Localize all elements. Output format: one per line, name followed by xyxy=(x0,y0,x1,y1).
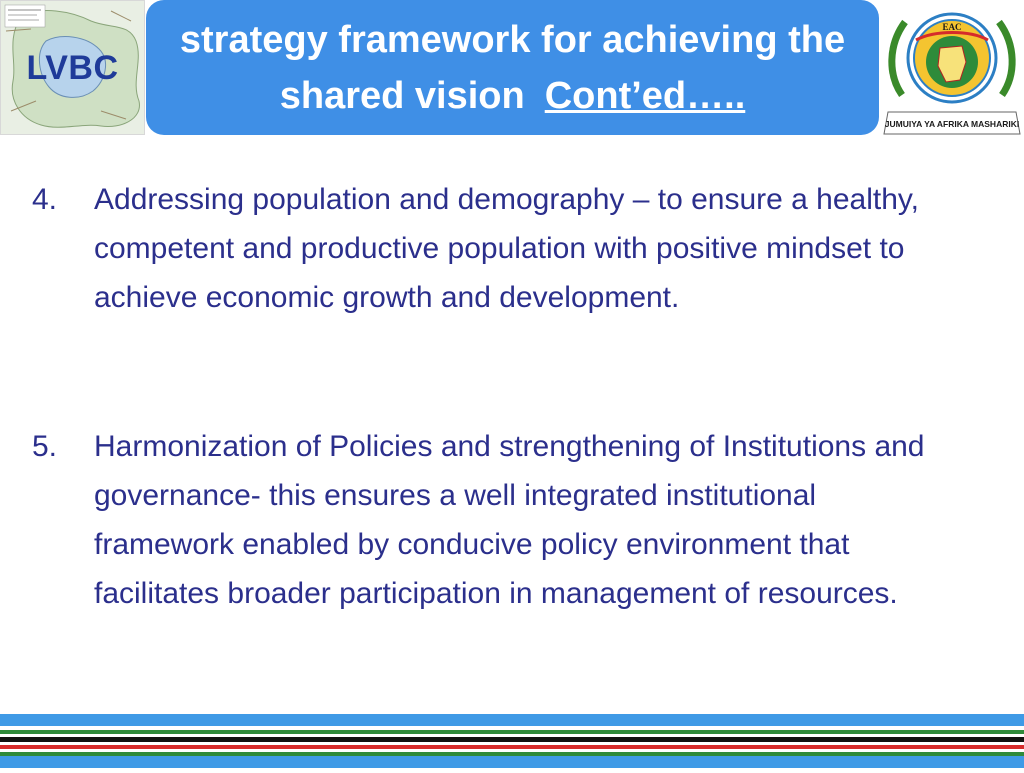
svg-text:JUMUIYA YA AFRIKA MASHARIKI: JUMUIYA YA AFRIKA MASHARIKI xyxy=(884,119,1020,129)
eac-emblem-icon xyxy=(880,0,1024,138)
slide-title xyxy=(146,0,879,135)
list-item-number: 5. xyxy=(32,430,58,463)
flag-stripes-decoration xyxy=(0,714,1024,768)
title-line-2-main: shared vision xyxy=(279,74,525,117)
lvbc-logo-text: LVBC xyxy=(26,49,119,87)
footer-stripes xyxy=(0,714,1024,768)
lvbc-logo xyxy=(0,0,145,135)
title-line-1: strategy framework for achieving the xyxy=(179,18,846,61)
title-line-2 xyxy=(280,68,746,124)
list-item-number: 4. xyxy=(32,183,58,216)
title-continued: Cont’ed….. xyxy=(544,74,746,117)
svg-text:EAC: EAC xyxy=(942,22,962,32)
list-item-text: Addressing population and demography – to ensure a healthy, competent and productive population with positive mindset to achieve economic growth and development. xyxy=(94,183,920,314)
eac-emblem xyxy=(880,0,1024,138)
list-item-text: Harmonization of Policies and strengthening of Institutions and governance- this ensures a well integrated institutional framework enabled by conducive policy environment that facilitates broader participation in management of resources. xyxy=(94,430,925,610)
